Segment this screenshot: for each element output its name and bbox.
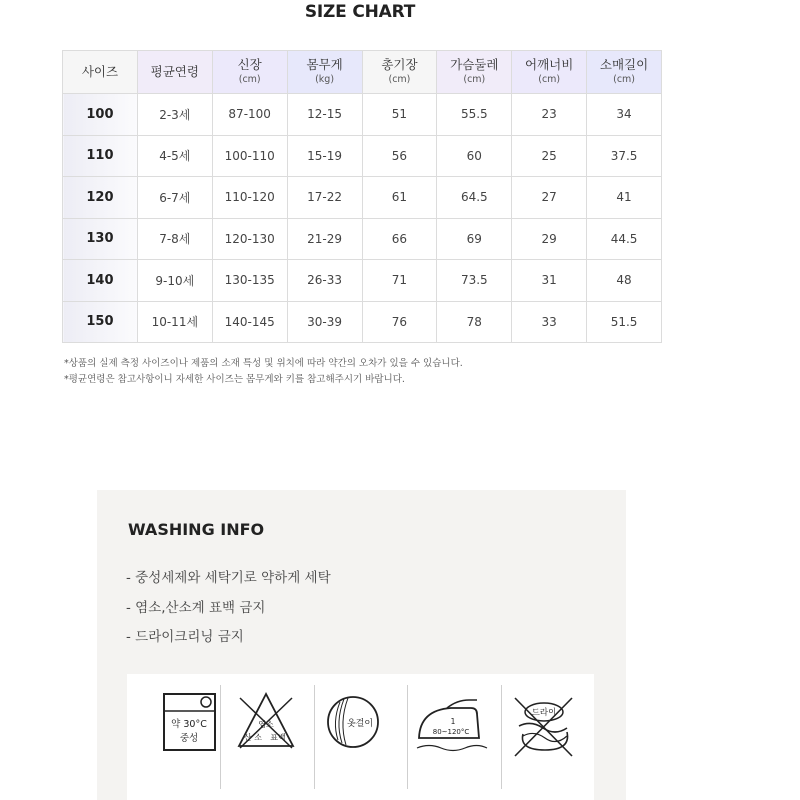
header-shoulder: 어깨너비 (cm)	[512, 51, 587, 94]
size-chart-title: SIZE CHART	[304, 2, 416, 22]
sleeve-cell: 48	[587, 260, 662, 302]
header-weight: 몸무게 (kg)	[287, 51, 362, 94]
table-row	[63, 135, 662, 177]
height-cell: 87-100	[212, 94, 287, 136]
washing-instructions	[126, 564, 331, 653]
washing-instruction: - 염소,산소계 표백 금지	[126, 599, 266, 616]
age-cell: 10-11세	[137, 301, 212, 343]
header-length: 총기장 (cm)	[362, 51, 437, 94]
length-cell: 51	[362, 94, 437, 136]
weight-cell: 15-19	[287, 135, 362, 177]
dry-clean-label: 드라이	[531, 708, 556, 718]
no-bleach-icon	[220, 674, 313, 800]
size-cell: 130	[63, 218, 138, 260]
length-cell: 76	[362, 301, 437, 343]
wash-temp-label: 약 30°C	[171, 719, 207, 730]
weight-cell: 30-39	[287, 301, 362, 343]
size-cell: 120	[63, 177, 138, 219]
table-row	[63, 177, 662, 219]
washing-info-section	[97, 490, 626, 800]
shoulder-cell: 33	[512, 301, 587, 343]
hanger-label: 옷걸이	[346, 719, 373, 729]
header-sleeve: 소매길이 (cm)	[587, 51, 662, 94]
height-cell: 110-120	[212, 177, 287, 219]
weight-cell: 26-33	[287, 260, 362, 302]
age-cell: 4-5세	[137, 135, 212, 177]
age-cell: 7-8세	[137, 218, 212, 260]
washing-instruction: - 드라이크리닝 금지	[126, 629, 244, 645]
header-height: 신장 (cm)	[212, 51, 287, 94]
size-cell: 150	[63, 301, 138, 343]
header-age: 평균연령	[137, 51, 212, 94]
age-cell: 2-3세	[137, 94, 212, 136]
sleeve-cell: 34	[587, 94, 662, 136]
bleach-label: 표백	[270, 733, 287, 742]
wash-detergent-label: 중성	[179, 733, 199, 744]
iron-temp-label: 80~120°C	[432, 728, 470, 736]
table-row	[63, 301, 662, 343]
size-note: *상품의 실제 측정 사이즈이나 제품의 소재 특성 및 위치에 따라 약간의 오차가 있을 수 있습니다.	[64, 358, 463, 369]
size-cell: 140	[63, 260, 138, 302]
bleach-oxygen-label: 산 소	[244, 733, 263, 742]
table-row	[63, 94, 662, 136]
sleeve-cell: 41	[587, 177, 662, 219]
age-cell: 9-10세	[137, 260, 212, 302]
size-cell: 110	[63, 135, 138, 177]
header-size: 사이즈	[63, 51, 138, 94]
length-cell: 61	[362, 177, 437, 219]
age-cell: 6-7세	[137, 177, 212, 219]
bleach-chlorine-label: 염소	[258, 720, 275, 729]
machine-wash-icon	[127, 674, 220, 800]
height-cell: 140-145	[212, 301, 287, 343]
table-row	[63, 218, 662, 260]
hang-dry-icon	[314, 674, 407, 800]
size-notes	[64, 356, 463, 388]
weight-cell: 21-29	[287, 218, 362, 260]
size-table	[62, 50, 662, 343]
sleeve-cell: 37.5	[587, 135, 662, 177]
length-cell: 71	[362, 260, 437, 302]
chest-cell: 78	[437, 301, 512, 343]
sleeve-cell: 51.5	[587, 301, 662, 343]
weight-cell: 17-22	[287, 177, 362, 219]
height-cell: 130-135	[212, 260, 287, 302]
size-cell: 100	[63, 94, 138, 136]
care-icons-panel	[127, 674, 594, 800]
size-note: *평균연령은 참고사항이니 자세한 사이즈는 몸무게와 키를 참고해주시기 바랍니다.	[64, 374, 405, 385]
washing-info-title: WASHING INFO	[128, 520, 265, 539]
sleeve-cell: 44.5	[587, 218, 662, 260]
length-cell: 66	[362, 218, 437, 260]
washing-instruction: - 중성세제와 세탁기로 약하게 세탁	[126, 570, 331, 586]
iron-level-label: 1	[450, 717, 456, 726]
no-dry-clean-icon	[501, 674, 594, 800]
weight-cell: 12-15	[287, 94, 362, 136]
shoulder-cell: 23	[512, 94, 587, 136]
length-cell: 56	[362, 135, 437, 177]
table-row	[63, 260, 662, 302]
height-cell: 120-130	[212, 218, 287, 260]
shoulder-cell: 25	[512, 135, 587, 177]
header-chest: 가슴둘레 (cm)	[437, 51, 512, 94]
chest-cell: 64.5	[437, 177, 512, 219]
chest-cell: 55.5	[437, 94, 512, 136]
chest-cell: 73.5	[437, 260, 512, 302]
chest-cell: 69	[437, 218, 512, 260]
height-cell: 100-110	[212, 135, 287, 177]
chest-cell: 60	[437, 135, 512, 177]
iron-icon	[407, 674, 500, 800]
shoulder-cell: 27	[512, 177, 587, 219]
shoulder-cell: 31	[512, 260, 587, 302]
shoulder-cell: 29	[512, 218, 587, 260]
size-table-header-row	[63, 51, 662, 94]
